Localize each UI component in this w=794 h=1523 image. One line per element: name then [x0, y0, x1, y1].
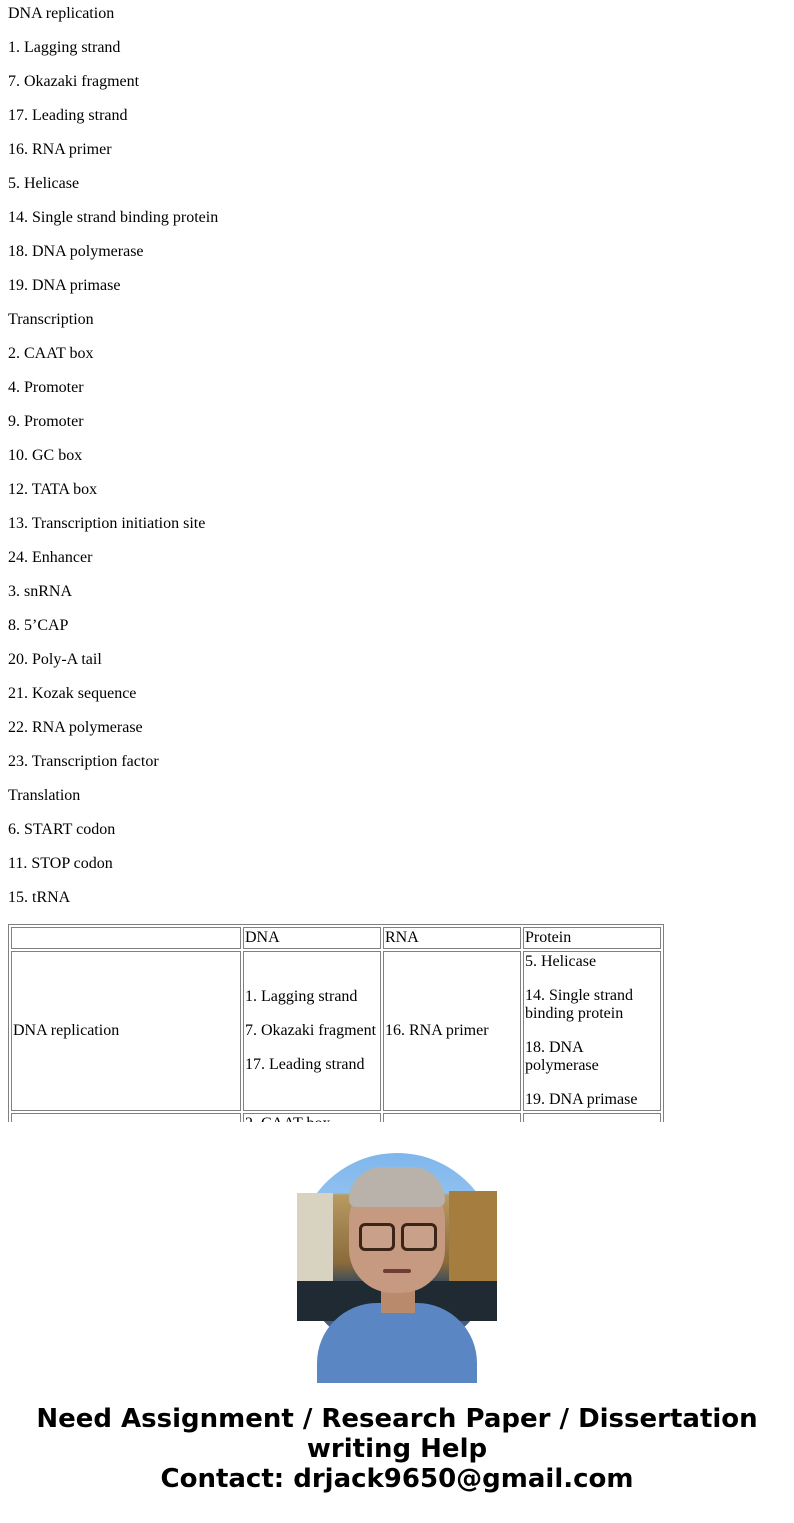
header-cell-protein: Protein	[523, 927, 661, 949]
section-heading: Transcription	[8, 311, 94, 328]
list-item: 22. RNA polymerase	[8, 719, 143, 736]
cell-item: 18. DNA polymerase	[525, 1039, 599, 1074]
list-item: 3. snRNA	[8, 583, 73, 600]
list-item: 23. Transcription factor	[8, 753, 159, 770]
cell-item: 7. Okazaki fragment	[245, 1022, 377, 1039]
cell-item: 5. Helicase	[525, 953, 597, 970]
list-item: 11. STOP codon	[8, 855, 113, 872]
list-item: 1. Lagging strand	[8, 39, 121, 56]
section-heading: Translation	[8, 787, 81, 804]
avatar-mouth	[383, 1269, 411, 1273]
cell-item: 17. Leading strand	[245, 1056, 365, 1073]
avatar-shirt	[317, 1303, 477, 1383]
contact-email[interactable]: Contact: drjack9650@gmail.com	[160, 1464, 634, 1494]
list-item: 24. Enhancer	[8, 549, 93, 566]
list-item: 18. DNA polymerase	[8, 243, 144, 260]
promo-line: Need Assignment / Research Paper / Dissertation	[36, 1404, 758, 1434]
header-cell-rna: RNA	[383, 927, 521, 949]
list-item: 7. Okazaki fragment	[8, 73, 140, 90]
term-list	[8, 5, 788, 907]
glasses-icon	[401, 1223, 437, 1251]
list-item: 21. Kozak sequence	[8, 685, 137, 702]
table-header-row	[11, 927, 661, 949]
list-item: 6. START codon	[8, 821, 116, 838]
list-item: 10. GC box	[8, 447, 83, 464]
cell-item: 19. DNA primase	[525, 1091, 638, 1108]
list-item: 15. tRNA	[8, 889, 71, 906]
rna-cell	[383, 951, 521, 1111]
list-item: 9. Promoter	[8, 413, 84, 430]
list-item: 16. RNA primer	[8, 141, 112, 158]
promo-text	[0, 1404, 794, 1494]
dna-cell	[243, 951, 381, 1111]
list-item: 2. CAAT box	[8, 345, 94, 362]
table-row	[11, 951, 661, 1111]
document-body	[8, 0, 788, 923]
cell-item: 14. Single strand binding protein	[525, 987, 633, 1022]
list-item: 19. DNA primase	[8, 277, 121, 294]
list-item: 12. TATA box	[8, 481, 98, 498]
list-item: 13. Transcription initiation site	[8, 515, 206, 532]
promo-line: writing Help	[306, 1434, 488, 1464]
list-item: 4. Promoter	[8, 379, 84, 396]
list-item: 17. Leading strand	[8, 107, 128, 124]
section-heading: DNA replication	[8, 5, 115, 22]
protein-cell	[523, 951, 661, 1111]
cell-item: 1. Lagging strand	[245, 988, 358, 1005]
promo-banner	[0, 1122, 794, 1523]
row-label-cell: DNA replication	[11, 951, 241, 1111]
header-cell-empty	[11, 927, 241, 949]
list-item: 8. 5’CAP	[8, 617, 69, 634]
list-item: 20. Poly-A tail	[8, 651, 102, 668]
avatar-hair	[349, 1167, 445, 1207]
author-avatar	[297, 1153, 497, 1353]
cell-item: 16. RNA primer	[385, 1022, 489, 1039]
classification-table-viewport	[8, 924, 668, 1122]
list-item: 14. Single strand binding protein	[8, 209, 219, 226]
list-item: 5. Helicase	[8, 175, 80, 192]
glasses-icon	[359, 1223, 395, 1251]
header-cell-dna: DNA	[243, 927, 381, 949]
background-wall	[297, 1193, 333, 1293]
